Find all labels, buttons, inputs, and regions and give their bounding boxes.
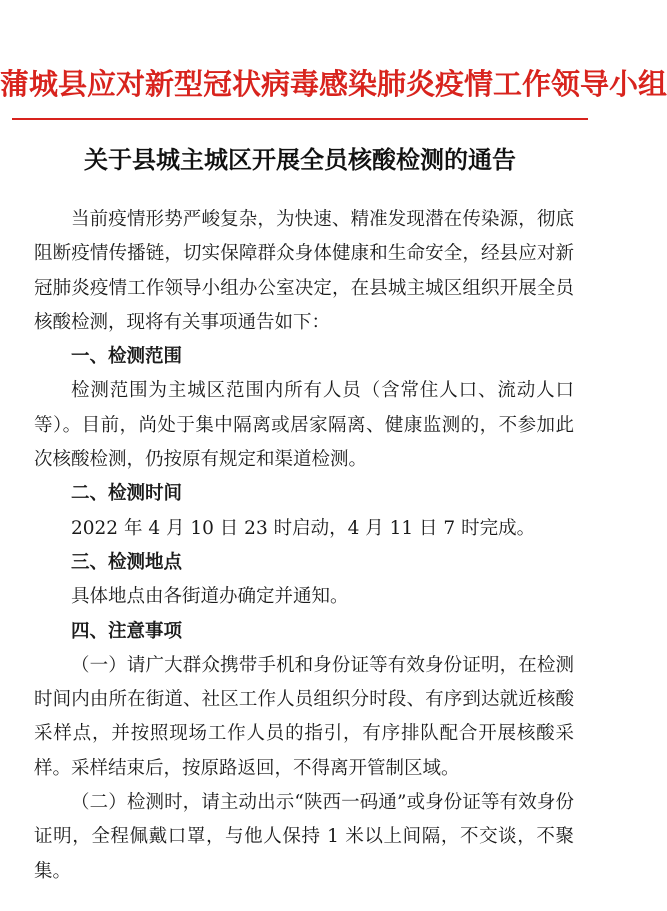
red-divider-line: [12, 118, 588, 120]
section-heading-notes: 四、注意事项: [71, 620, 183, 642]
section-paragraph-notes-2: （二）检测时，请主动出示“陕西一码通”或身份证等有效身份证明，全程佩戴口罩，与他人保持 1 米以上间隔，不交谈，不聚集。: [34, 792, 574, 882]
intro-paragraph: 当前疫情形势严峻复杂，为快速、精准发现潜在传染源，彻底阻断疫情传播链，切实保障群众身体健康和生命安全，经县应对新冠肺炎疫情工作领导小组办公室决定，在县城主城区组织开展全员核酸检测，现将有关事项通告如下：: [34, 209, 574, 333]
section-paragraph-location: 具体地点由各街道办确定并通知。: [71, 586, 349, 608]
section-heading-time: 二、检测时间: [71, 483, 183, 505]
section-paragraph-time: 2022 年 4 月 10 日 23 时启动，4 月 11 日 7 时完成。: [71, 517, 536, 539]
section-heading-location: 三、检测地点: [71, 551, 183, 573]
section-heading-scope: 一、检测范围: [71, 346, 183, 368]
notice-title: 关于县城主城区开展全员核酸检测的通告: [84, 145, 516, 174]
section-paragraph-scope: 检测范围为主城区范围内所有人员（含常住人口、流动人口等）。目前，尚处于集中隔离或居家隔离、健康监测的，不参加此次核酸检测，仍按原有规定和渠道检测。: [34, 380, 574, 471]
notice-body: [34, 203, 574, 889]
section-paragraph-notes-1: （一）请广大群众携带手机和身份证等有效身份证明，在检测时间内由所在街道、社区工作人员组织分时段、有序到达就近核酸采样点，并按照现场工作人员的指引，有序排队配合开展核酸采样。采样结束后，按原路返回，不得离开管制区域。: [34, 654, 574, 779]
issuing-organization-title: 蒲城县应对新型冠状病毒感染肺炎疫情工作领导小组: [0, 67, 667, 101]
